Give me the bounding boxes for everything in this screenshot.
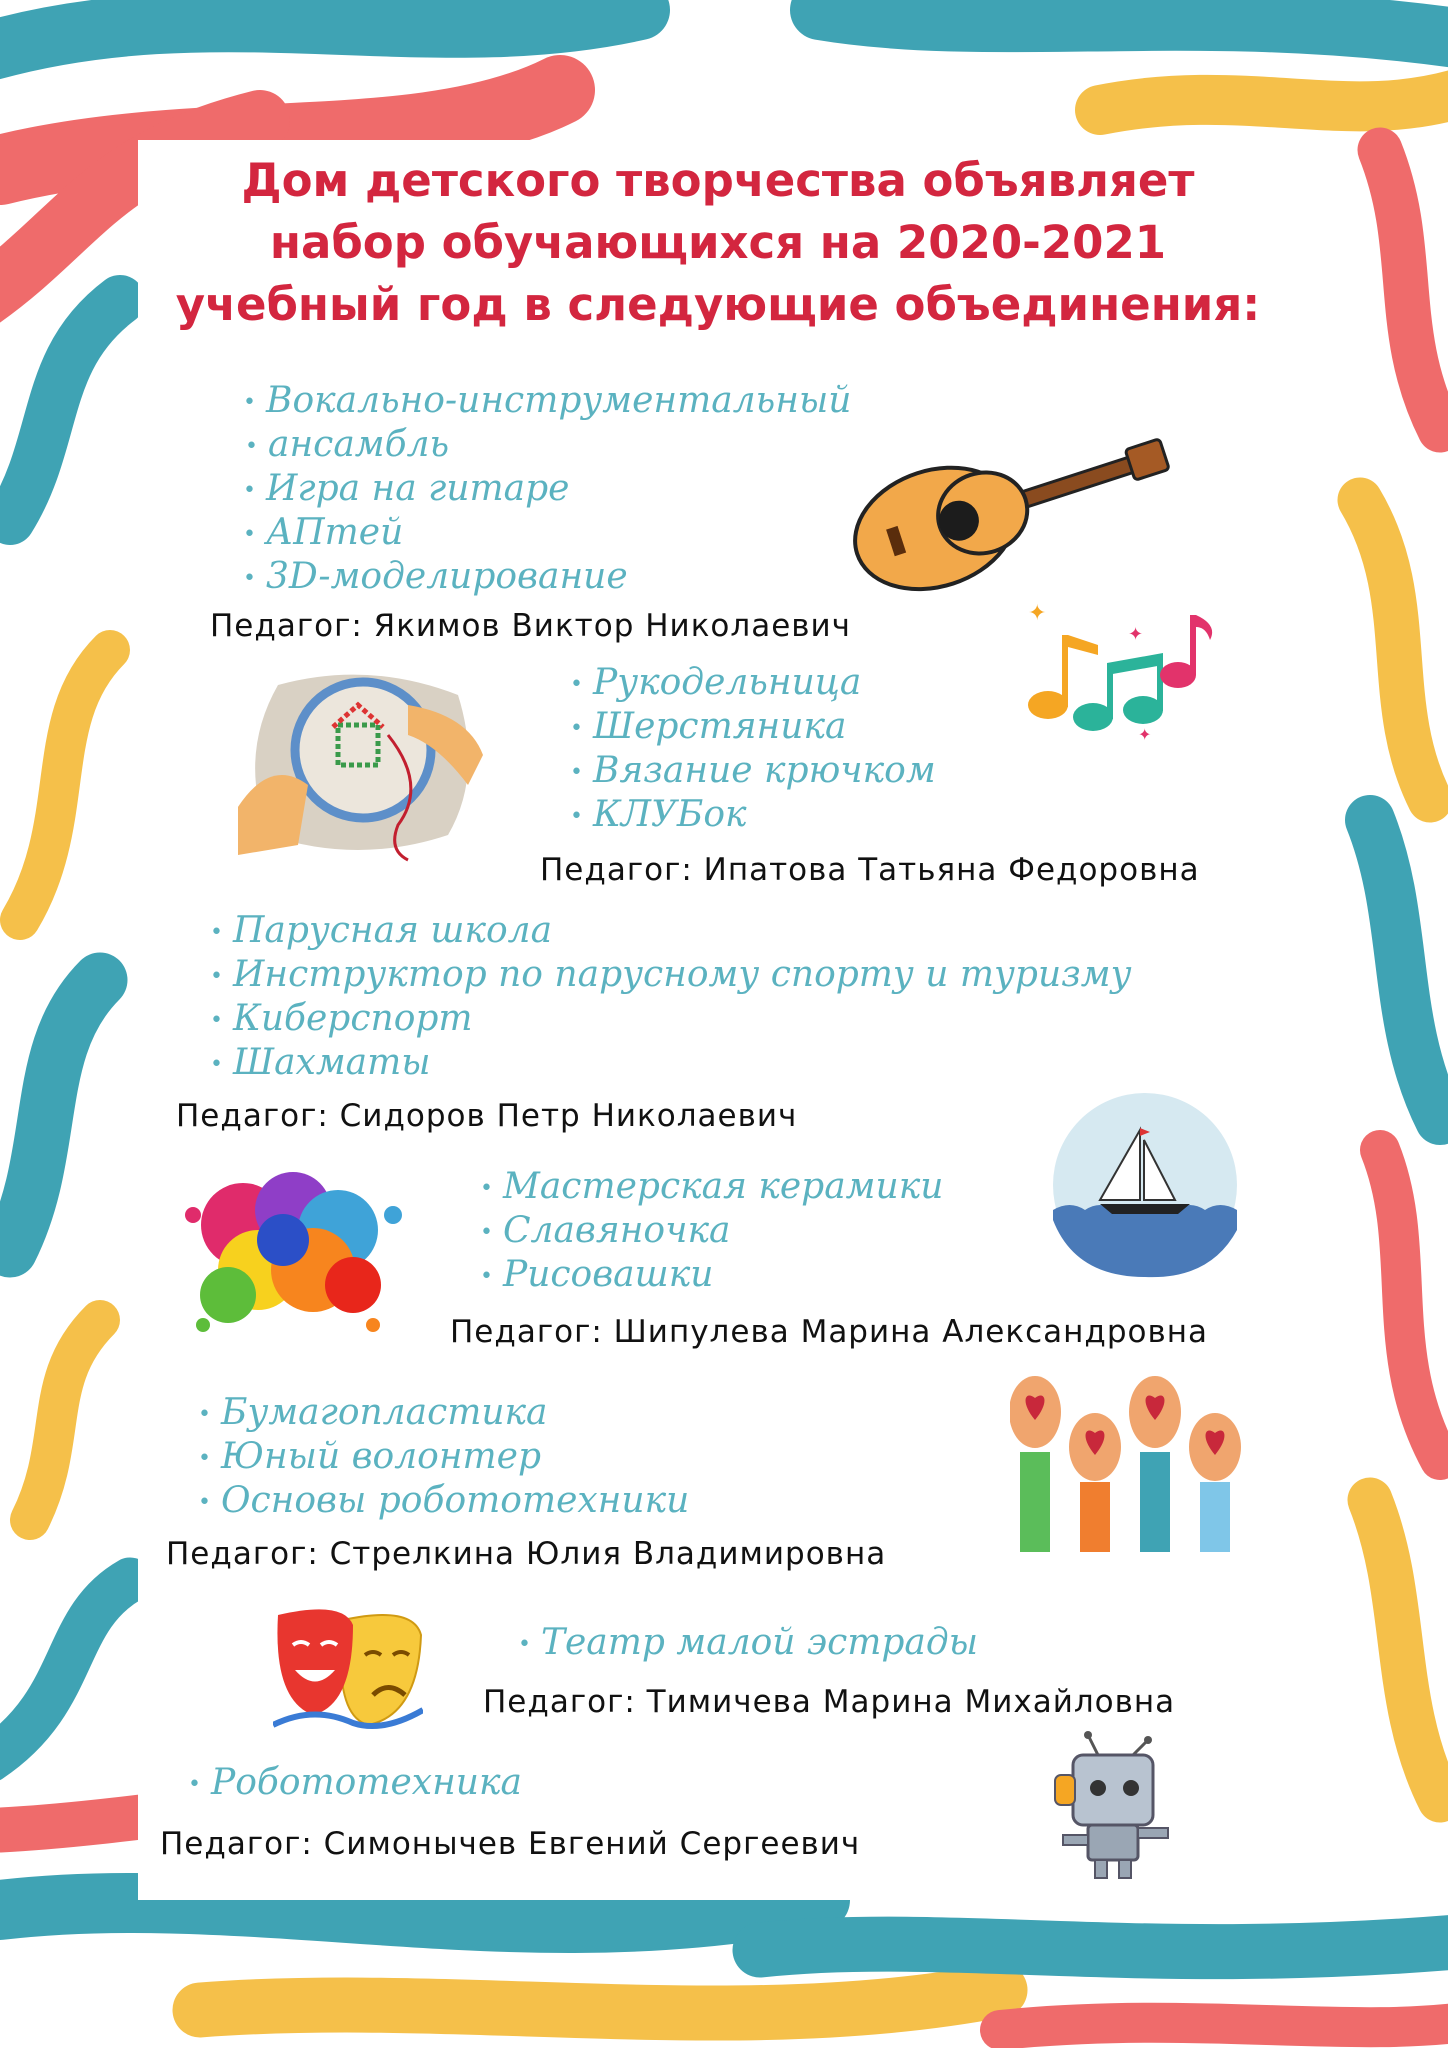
list-item: • Робототехника bbox=[188, 1762, 522, 1806]
svg-text:✦: ✦ bbox=[1028, 601, 1047, 626]
svg-text:✦: ✦ bbox=[1138, 725, 1152, 744]
robot-icon bbox=[1043, 1730, 1183, 1880]
sailboat-icon bbox=[1050, 1090, 1240, 1280]
list-item: • Основы робототехники bbox=[198, 1480, 689, 1524]
section-6-list bbox=[518, 1622, 978, 1666]
title-line-2: набор обучающихся на 2020-2021 bbox=[269, 216, 1167, 269]
section-7-list bbox=[188, 1762, 522, 1806]
section-7-teacher: Педагог: Симонычев Евгений Сергеевич bbox=[160, 1826, 861, 1862]
list-item: • Театр малой эстрады bbox=[518, 1622, 978, 1666]
section-6-teacher: Педагог: Тимичева Марина Михайловна bbox=[483, 1684, 1176, 1720]
svg-text:✦: ✦ bbox=[1128, 624, 1144, 645]
section-5-list bbox=[198, 1392, 689, 1524]
paint-splash-icon bbox=[173, 1155, 413, 1345]
title-line-3: учебный год в следующие объединения: bbox=[175, 278, 1261, 331]
music-notes-icon bbox=[1018, 595, 1218, 745]
section-2-teacher: Педагог: Ипатова Татьяна Федоровна bbox=[540, 852, 1200, 888]
list-item: • 3D-моделирование bbox=[243, 556, 851, 600]
list-item: • Юный волонтер bbox=[198, 1436, 689, 1480]
list-item: • Игра на гитаре bbox=[243, 468, 851, 512]
section-1-teacher: Педагог: Якимов Виктор Николаевич bbox=[210, 608, 851, 644]
section-4-list bbox=[480, 1166, 943, 1298]
list-item: • Мастерская керамики bbox=[480, 1166, 943, 1210]
section-1-list bbox=[243, 380, 851, 600]
hands-hearts-icon bbox=[1010, 1372, 1250, 1552]
section-4-teacher: Педагог: Шипулева Марина Александровна bbox=[450, 1314, 1208, 1350]
section-3-list bbox=[210, 910, 1132, 1086]
section-5-teacher: Педагог: Стрелкина Юлия Владимировна bbox=[166, 1536, 887, 1572]
list-item: • АПтей bbox=[243, 512, 851, 556]
section-2-list bbox=[570, 662, 936, 838]
list-item: • Вязание крючком bbox=[570, 750, 936, 794]
list-item: • Шахматы bbox=[210, 1042, 1132, 1086]
list-item: • КЛУБок bbox=[570, 794, 936, 838]
title-line-1: Дом детского творчества объявляет bbox=[241, 154, 1195, 207]
list-item: • Инструктор по парусному спорту и туризму bbox=[210, 954, 1132, 998]
list-item: • Парусная школа bbox=[210, 910, 1132, 954]
list-item: • Шерстяника bbox=[570, 706, 936, 750]
poster-sheet bbox=[138, 140, 1298, 1900]
list-item: • Рукодельница bbox=[570, 662, 936, 706]
list-item: • Рисовашки bbox=[480, 1254, 943, 1298]
theatre-masks-icon bbox=[273, 1605, 423, 1730]
section-3-teacher: Педагог: Сидоров Петр Николаевич bbox=[176, 1098, 798, 1134]
list-item: • ансамбль bbox=[243, 424, 851, 468]
list-item: • Славяночка bbox=[480, 1210, 943, 1254]
guitar-icon bbox=[838, 425, 1178, 595]
list-item: • Киберспорт bbox=[210, 998, 1132, 1042]
poster-title bbox=[138, 150, 1298, 336]
list-item: • Бумагопластика bbox=[198, 1392, 689, 1436]
embroidery-icon bbox=[238, 665, 488, 865]
list-item: • Вокально-инструментальный bbox=[243, 380, 851, 424]
